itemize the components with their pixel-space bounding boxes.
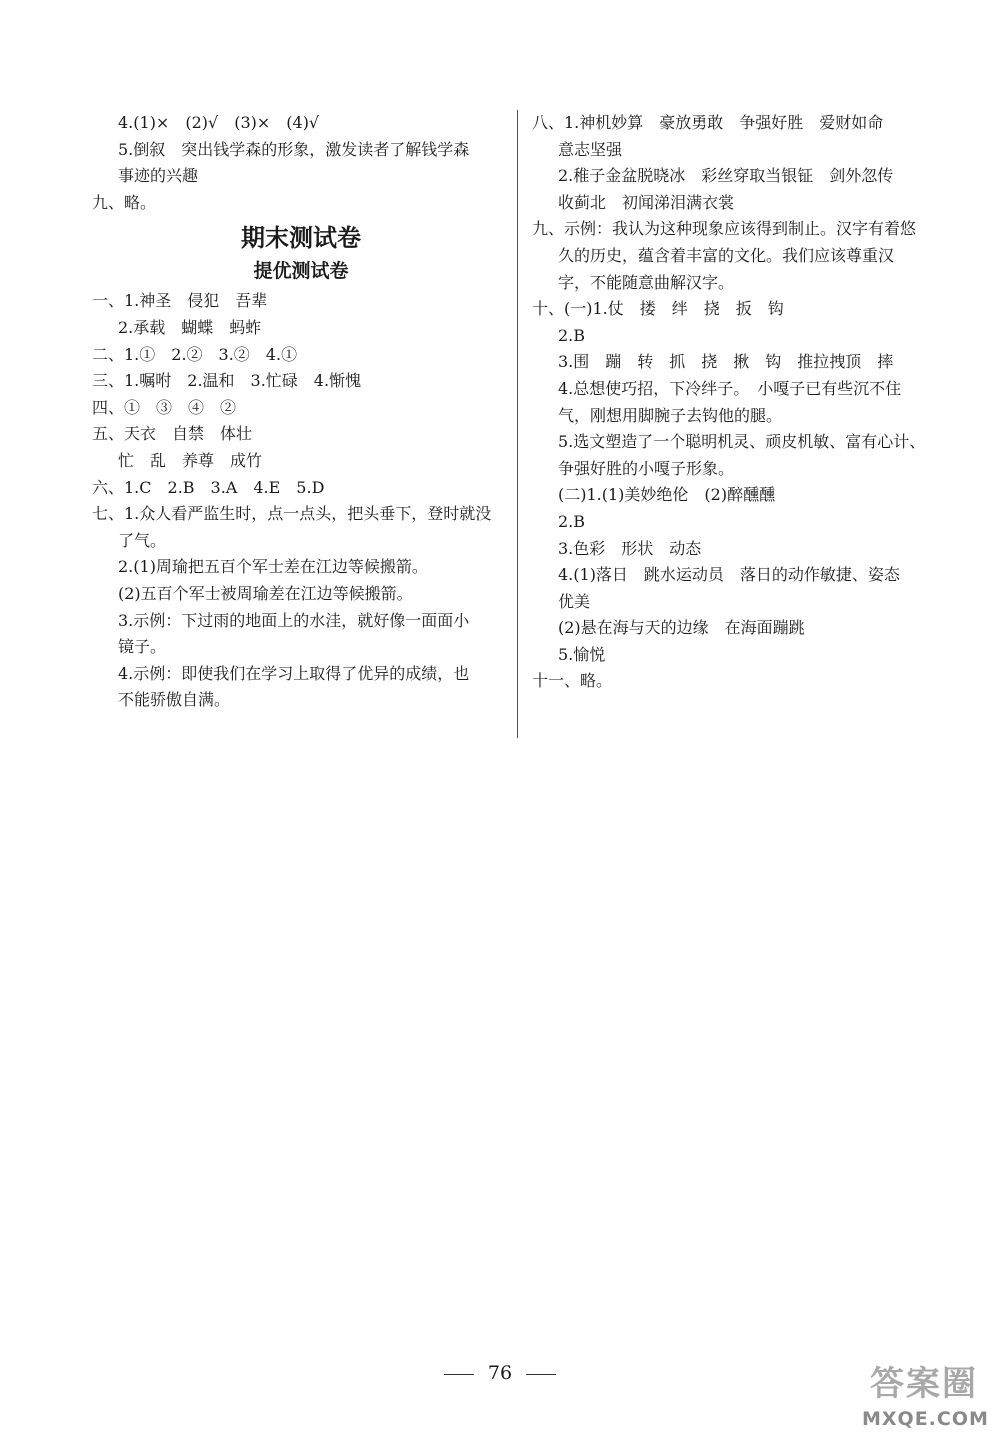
answer-line: 5.选文塑造了一个聪明机灵、顽皮机敏、富有心计、 — [558, 432, 926, 452]
answer-line: 字，不能随意曲解汉字。 — [558, 272, 735, 292]
answer-line: 4.(1)× (2)√ (3)× (4)√ — [118, 113, 320, 132]
answer-line: 3.围 蹦 转 抓 挠 揪 钩 推拉拽顶 摔 — [558, 352, 894, 372]
answer-line: 事迹的兴趣 — [118, 166, 199, 186]
left-answers-after-heading — [92, 288, 510, 714]
answer-line: 八、1.神机妙算 豪放勇敢 争强好胜 爱财如命 — [532, 113, 884, 132]
answer-line: 镜子。 — [118, 637, 167, 657]
answer-line: 一、1.神圣 侵犯 吾辈 — [92, 291, 268, 311]
answer-line: (2)五百个军士被周瑜差在江边等候搬箭。 — [118, 583, 413, 603]
answer-line: 4.示例：即使我们在学习上取得了优异的成绩，也 — [118, 663, 470, 683]
page-footer — [0, 1362, 1000, 1384]
exam-title: 期末测试卷 — [241, 224, 361, 253]
watermark-title: 答案圈 — [870, 1364, 978, 1404]
answer-line: 九、略。 — [92, 192, 157, 212]
right-column — [532, 110, 952, 695]
answer-line: 四、① ③ ④ ② — [92, 397, 237, 417]
answer-line: 2.稚子金盆脱晓冰 彩丝穿取当银钲 剑外忽传 — [558, 166, 894, 186]
answer-line: 2.B — [558, 511, 586, 531]
answer-line: 4.(1)落日 跳水运动员 落日的动作敏捷、姿态 — [558, 565, 900, 585]
answer-line: 意志坚强 — [558, 139, 623, 159]
answer-line: (二)1.(1)美妙绝伦 (2)醉醺醺 — [558, 485, 776, 505]
answer-line: 三、1.嘱咐 2.温和 3.忙碌 4.惭愧 — [92, 371, 362, 391]
answer-line: 5.愉悦 — [558, 644, 606, 664]
left-column — [92, 110, 510, 714]
answer-line: 不能骄傲自满。 — [118, 690, 231, 710]
footer-dash-right — [526, 1374, 556, 1375]
answer-line: 4.总想使巧招，下冷绊子。 小嘎子已有些沉不住 — [558, 378, 902, 398]
answer-line: 六、1.C 2.B 3.A 4.E 5.D — [92, 477, 325, 497]
answer-line: 五、天衣 自禁 体壮 — [92, 424, 253, 444]
footer-dash-left — [444, 1374, 474, 1375]
right-answers — [532, 110, 952, 695]
exam-subtitle: 提优测试卷 — [253, 260, 349, 283]
answer-line: 十一、略。 — [532, 671, 613, 691]
answer-line: 优美 — [558, 591, 591, 611]
answer-line: 2.(1)周瑜把五百个军士差在江边等候搬箭。 — [118, 557, 428, 577]
answer-line: 3.示例：下过雨的地面上的水洼，就好像一面面小 — [118, 610, 470, 630]
answer-line: 争强好胜的小嘎子形象。 — [558, 458, 735, 478]
answer-line: 久的历史，蕴含着丰富的文化。我们应该尊重汉 — [558, 245, 895, 265]
answer-line: 忙 乱 养尊 成竹 — [118, 450, 263, 470]
answer-line: 气，刚想用脚腕子去钩他的腿。 — [558, 405, 783, 425]
page-number: 76 — [487, 1362, 513, 1384]
left-answers-before-heading — [92, 110, 510, 216]
answer-line: 了气。 — [118, 530, 167, 550]
answer-line: 九、示例：我认为这种现象应该得到制止。汉字有着悠 — [532, 219, 917, 239]
answer-line: 七、1.众人看严监生时，点一点头，把头垂下，登时就没 — [92, 504, 492, 524]
answer-line: 二、1.① 2.② 3.② 4.① — [92, 344, 298, 364]
answer-line: 2.承载 蝴蝶 蚂蚱 — [118, 317, 262, 337]
answer-line: 收蓟北 初闻涕泪满衣裳 — [558, 192, 735, 212]
answer-line: 2.B — [558, 325, 586, 345]
answer-line: 十、(一)1.仗 搂 绊 挠 扳 钩 — [532, 299, 784, 319]
answer-line: (2)悬在海与天的边缘 在海面蹦跳 — [558, 618, 805, 638]
column-divider — [517, 110, 518, 738]
answer-line: 5.倒叙 突出钱学森的形象，激发读者了解钱学森 — [118, 139, 470, 159]
answer-line: 3.色彩 形状 动态 — [558, 538, 702, 558]
watermark-logo — [862, 1362, 989, 1444]
watermark-url: MXQE.COM — [862, 1408, 989, 1430]
